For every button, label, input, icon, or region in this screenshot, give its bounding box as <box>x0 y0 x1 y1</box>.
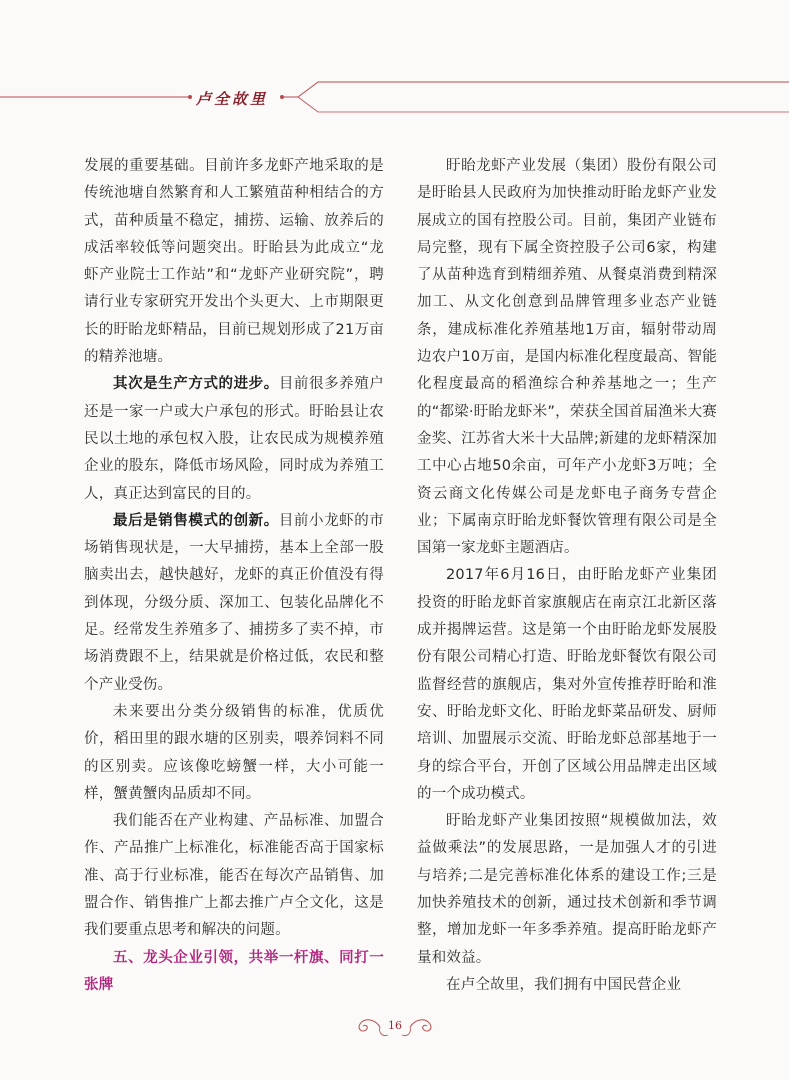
paragraph-body: 目前很多养殖户还是一家一户或大户承包的形式。盱眙县让农民以土地的承包权入股，让农民成为规模养殖企业的股东，降低市场风险，同时成为养殖工人，真正达到富民的目的。 <box>84 376 384 502</box>
paragraph: 我们能否在产业构建、产品标准、加盟合作、产品推广上标准化，标准能否高于国家标准、高于行业标准，能否在每次产品销售、加盟合作、销售推广上都去推广卢仝文化，这是我们要重点思考和解决的问题。 <box>84 813 384 939</box>
header-title: 卢全故里 <box>196 90 269 108</box>
paragraph: 盱眙龙虾产业集团按照“规模做加法，效益做乘法”的发展思路，一是加强人才的引进与培养;二是完善标准化体系的建设工作;三是加快养殖技术的创新，通过技术创新和季节调整，增加龙虾一年多季养殖。提高盱眙龙虾产量和效益。 <box>417 813 717 966</box>
paragraph: 在卢仝故里，我们拥有中国民营企业 <box>446 976 682 993</box>
section-heading: 五、龙头企业引领，共举一杆旗、同打一张牌 <box>84 949 384 993</box>
page-footer <box>350 1014 440 1040</box>
right-column <box>417 153 717 999</box>
page-header <box>0 76 789 116</box>
paragraph <box>84 508 384 699</box>
paragraph: 盱眙龙虾产业发展（集团）股份有限公司是盱眙县人民政府为加快推动盱眙龙虾产业发展成立的国有控股公司。目前，集团产业链布局完整，现有下属全资控股子公司6家，构建了从苗种选育到精细养殖、从餐桌消费到精深加工、从文化创意到品牌管理多业态产业链条，建成标准化养殖基地1万亩，辐射带动周边农户10万亩，是国内标准化程度最高、智能化程度最高的稻渔综合种养基地之一；生产的“都梁·盱眙龙虾米”，荣获全国首届渔米大赛金奖、江苏省大米十大品牌;新建的龙虾精深加工中心占地50余亩，可年产小龙虾3万吨；全资云商文化传媒公司是龙虾电子商务专营企业；下属南京盱眙龙虾餐饮管理有限公司是全国第一家龙虾主题酒店。 <box>417 158 717 557</box>
header-rule <box>0 76 789 116</box>
left-column <box>84 153 384 999</box>
paragraph-body: 目前小龙虾的市场销售现状是，一大早捕捞，基本上全部一股脑卖出去，越快越好，龙虾的真正价值没有得到体现，分级分质、深加工、包装化品牌化不足。经常发生养殖多了、捕捞多了卖不掉，市场消费跟不上，结果就是价格过低，农民和整个产业受伤。 <box>84 512 384 693</box>
page-number: 16 <box>388 1019 402 1032</box>
paragraph <box>84 371 384 507</box>
paragraph-lead: 最后是销售模式的创新。 <box>113 512 279 529</box>
paragraph: 未来要出分类分级销售的标准，优质优价，稻田里的跟水塘的区别卖，喂养饲料不同的区别卖。应该像吃螃蟹一样，大小可能一样，蟹黄蟹肉品质却不同。 <box>84 703 384 802</box>
paragraph: 发展的重要基础。目前许多龙虾产地采取的是传统池塘自然繁育和人工繁殖苗种相结合的方式，苗种质量不稳定，捕捞、运输、放养后的成活率较低等问题突出。盱眙县为此成立“龙虾产业院士工作站”和“龙虾产业研究院”，聘请行业专家研究开发出个头更大、上市期限更长的盱眙龙虾精品，目前已规划形成了21万亩的精养池塘。 <box>84 158 384 366</box>
paragraph-lead: 其次是生产方式的进步。 <box>113 376 279 393</box>
paragraph: 2017年6月16日，由盱眙龙虾产业集团投资的盱眙龙虾首家旗舰店在南京江北新区落成并揭牌运营。这是第一个由盱眙龙虾发展股份有限公司精心打造、盱眙龙虾餐饮有限公司监督经营的旗舰店，集对外宣传推荐盱眙和淮安、盱眙龙虾文化、盱眙龙虾菜品研发、厨师培训、加盟展示交流、盱眙龙虾总部基地于一身的综合平台，开创了区域公用品牌走出区域的一个成功模式。 <box>417 567 717 802</box>
